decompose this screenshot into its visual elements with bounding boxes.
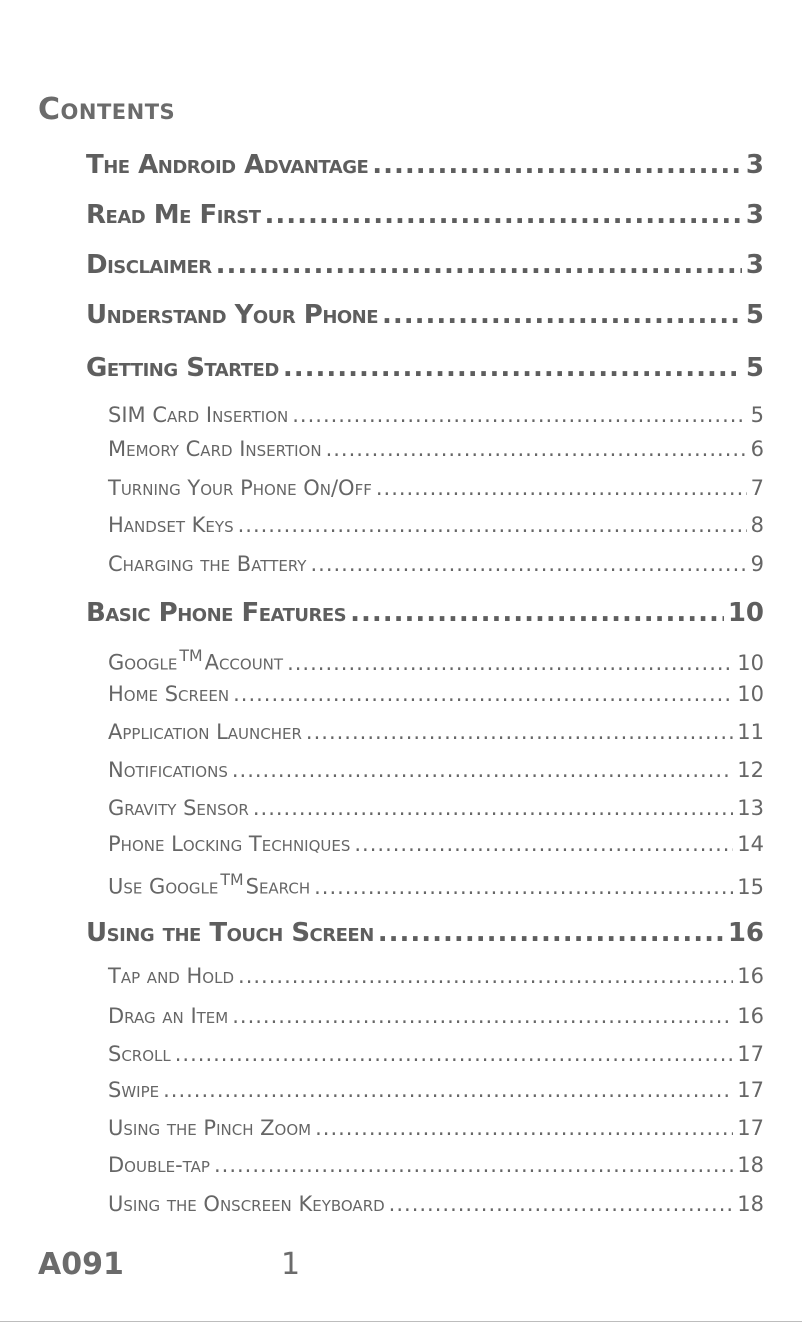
dot-leader: [216, 250, 742, 280]
toc-subsection-entry[interactable]: [108, 1004, 764, 1028]
toc-subsection-title: [108, 1078, 159, 1102]
toc-subsection-title: [108, 403, 288, 427]
entry-title-text: Swipe: [108, 1078, 160, 1102]
toc-subsection-entry[interactable]: [108, 1042, 764, 1066]
entry-title-text: SIM Card Insertion: [108, 403, 289, 427]
toc-subsection-title: [108, 682, 229, 706]
entry-title-text: Using the Pinch Zoom: [108, 1116, 312, 1140]
toc-page-number: 5: [745, 353, 764, 383]
toc-subsection-title: [108, 437, 322, 461]
toc-subsection-entry[interactable]: [108, 758, 764, 782]
toc-section-title: [86, 353, 279, 383]
toc-page-number: 16: [727, 918, 764, 948]
toc-page-number: 5: [745, 300, 764, 330]
toc-page-number: 9: [750, 552, 764, 576]
toc-subsection-entry[interactable]: [108, 870, 764, 899]
toc-page-number: 18: [737, 1153, 764, 1177]
dot-leader: [382, 300, 742, 330]
page-title: Contents: [38, 92, 176, 127]
trademark-mark: TM: [220, 870, 244, 889]
dot-leader: [354, 832, 733, 856]
entry-title-text: Google: [108, 650, 178, 675]
toc-section-title: [86, 918, 374, 948]
toc-subsection-entry[interactable]: [108, 403, 764, 427]
dot-leader: [315, 1116, 733, 1140]
toc-subsection-entry[interactable]: [108, 476, 764, 500]
entry-title-text: Scroll: [108, 1042, 171, 1066]
toc-section-entry[interactable]: [86, 250, 764, 280]
toc-subsection-entry[interactable]: [108, 646, 764, 675]
toc-subsection-entry[interactable]: [108, 1192, 764, 1216]
dot-leader: [326, 437, 747, 461]
toc-subsection-title: [108, 476, 372, 500]
toc-subsection-entry[interactable]: [108, 1116, 764, 1140]
dot-leader: [238, 513, 747, 537]
toc-section-entry[interactable]: [86, 200, 764, 230]
dot-leader: [232, 1004, 733, 1028]
footer-model: A091: [38, 1247, 124, 1282]
toc-page-number: 16: [737, 964, 764, 988]
entry-title-text: Double-tap: [108, 1153, 210, 1177]
toc-page-number: 11: [737, 720, 764, 744]
dot-leader: [175, 1042, 734, 1066]
dot-leader: [283, 353, 742, 383]
dot-leader: [376, 476, 747, 500]
toc-subsection-entry[interactable]: [108, 1153, 764, 1177]
toc-section-entry[interactable]: [86, 150, 764, 180]
entry-title-text: Application Launcher: [108, 720, 302, 744]
toc-section-entry[interactable]: [86, 918, 764, 948]
dot-leader: [314, 875, 733, 899]
entry-title-text: Understand Your Phone: [86, 300, 379, 330]
toc-subsection-title: [108, 870, 310, 899]
entry-title-text: The Android Advantage: [86, 150, 369, 180]
toc-page-number: 3: [745, 150, 764, 180]
toc-page-number: 10: [727, 598, 764, 628]
entry-title-text: Phone Locking Techniques: [108, 832, 351, 856]
dot-leader: [163, 1078, 733, 1102]
entry-title-text: Getting Started: [86, 353, 279, 383]
trademark-mark: TM: [179, 646, 203, 665]
dot-leader: [350, 598, 724, 628]
toc-page-number: 17: [737, 1078, 764, 1102]
entry-title-text: Handset Keys: [108, 513, 234, 537]
toc-subsection-entry[interactable]: [108, 796, 764, 820]
toc-page-number: 7: [750, 476, 764, 500]
toc-subsection-entry[interactable]: [108, 832, 764, 856]
toc-section-title: [86, 150, 368, 180]
dot-leader: [253, 796, 733, 820]
dot-leader: [265, 200, 742, 230]
toc-page-number: 17: [737, 1116, 764, 1140]
dot-leader: [238, 964, 733, 988]
dot-leader: [214, 1153, 733, 1177]
dot-leader: [292, 403, 746, 427]
toc-subsection-entry[interactable]: [108, 552, 764, 576]
toc-subsection-title: [108, 758, 228, 782]
dot-leader: [310, 552, 746, 576]
dot-leader: [306, 720, 733, 744]
entry-title-text: Memory Card Insertion: [108, 437, 322, 461]
toc-section-entry[interactable]: [86, 598, 764, 628]
toc-subsection-title: [108, 832, 350, 856]
toc-subsection-entry[interactable]: [108, 720, 764, 744]
entry-title-text: Drag an Item: [108, 1004, 229, 1028]
dot-leader: [378, 918, 724, 948]
entry-title-text-after: Account: [204, 650, 284, 675]
entry-title-text: Read Me First: [86, 200, 261, 230]
dot-leader: [233, 682, 733, 706]
toc-page-number: 3: [745, 250, 764, 280]
toc-subsection-entry[interactable]: [108, 1078, 764, 1102]
entry-title-text: Use Google: [108, 874, 219, 899]
toc-page-number: 5: [750, 403, 764, 427]
entry-title-text: Using the Onscreen Keyboard: [108, 1192, 385, 1216]
entry-title-text: Home Screen: [108, 682, 230, 706]
dot-leader: [372, 150, 742, 180]
toc-subsection-title: [108, 646, 283, 675]
dot-leader: [287, 651, 733, 675]
entry-title-text: Notifications: [108, 758, 228, 782]
toc-page-number: 15: [737, 874, 764, 899]
toc-subsection-title: [108, 1116, 311, 1140]
entry-title-text: Charging the Battery: [108, 552, 307, 576]
entry-title-text: Using the Touch Screen: [86, 918, 374, 948]
toc-page-number: 12: [737, 758, 764, 782]
toc-section-title: [86, 300, 378, 330]
toc-page-number: 3: [745, 200, 764, 230]
toc-page-number: 14: [737, 832, 764, 856]
toc-subsection-title: [108, 796, 249, 820]
toc-subsection-entry[interactable]: [108, 682, 764, 706]
toc-page-number: 8: [750, 513, 764, 537]
toc-subsection-title: [108, 552, 306, 576]
toc-page-number: 6: [750, 437, 764, 461]
footer-page-number: 1: [281, 1247, 301, 1282]
dot-leader: [389, 1192, 734, 1216]
toc-section-title: [86, 250, 212, 280]
toc-subsection-title: [108, 1153, 210, 1177]
entry-title-text-after: Search: [245, 874, 311, 899]
toc-subsection-title: [108, 513, 234, 537]
entry-title-text: Turning Your Phone On/Off: [108, 476, 372, 500]
toc-subsection-entry[interactable]: [108, 513, 764, 537]
toc-page-number: 18: [737, 1192, 764, 1216]
toc-section-title: [86, 200, 261, 230]
toc-subsection-title: [108, 1042, 171, 1066]
toc-subsection-title: [108, 964, 234, 988]
toc-subsection-title: [108, 1004, 228, 1028]
toc-subsection-title: [108, 1192, 385, 1216]
toc-page-number: 13: [737, 796, 764, 820]
toc-section-entry[interactable]: [86, 353, 764, 383]
toc-page-number: 10: [737, 682, 764, 706]
toc-section-title: [86, 598, 346, 628]
dot-leader: [232, 758, 733, 782]
entry-title-text: Disclaimer: [86, 250, 212, 280]
entry-title-text: Basic Phone Features: [86, 598, 347, 628]
toc-section-entry[interactable]: [86, 300, 764, 330]
toc-subsection-entry[interactable]: [108, 964, 764, 988]
toc-page-number: 17: [737, 1042, 764, 1066]
entry-title-text: Gravity Sensor: [108, 796, 249, 820]
toc-subsection-entry[interactable]: [108, 437, 764, 461]
toc-subsection-title: [108, 720, 302, 744]
toc-page-number: 16: [737, 1004, 764, 1028]
entry-title-text: Tap and Hold: [108, 964, 235, 988]
toc-page-number: 10: [737, 650, 764, 675]
footer-divider: [0, 1321, 802, 1322]
